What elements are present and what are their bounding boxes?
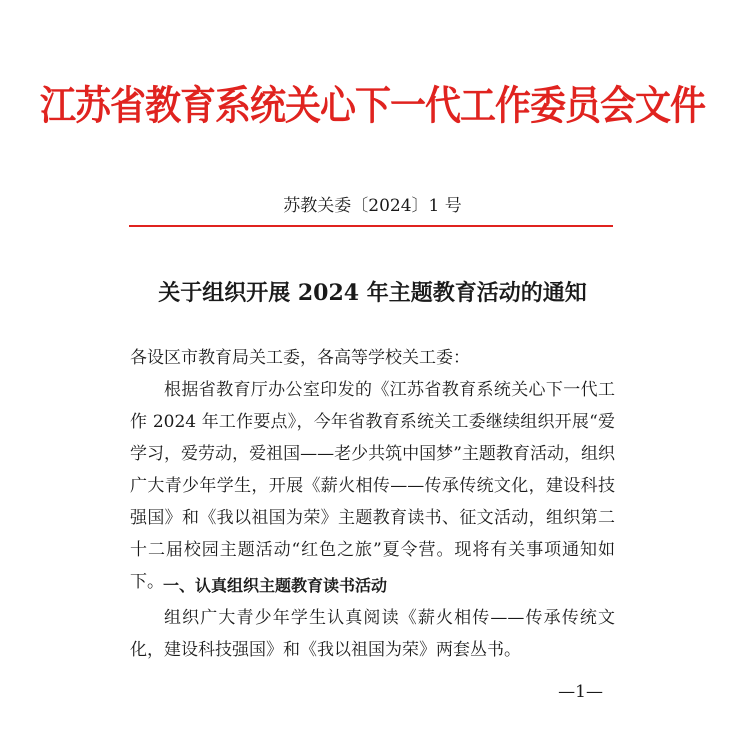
- body-paragraph-1: 根据省教育厅办公室印发的《江苏省教育系统关心下一代工作 2024 年工作要点》，今年省教育系统关工委继续组织开展“爱学习，爱劳动，爱祖国——老少共筑中国梦”主题教育活动，组织广大青少年学生，开展《薪火相传——传承传统文化，建设科技强国》和《我以祖国为荣》主题教育读书、征文活动，组织第二十二届校园主题活动“红色之旅”夏令营。现将有关事项通知如下。: [130, 380, 615, 592]
- document-header-title: 江苏省教育系统关心下一代工作委员会文件: [39, 83, 705, 129]
- page-number: —1—: [558, 682, 603, 702]
- notice-title: 关于组织开展 2024 年主题教育活动的通知: [158, 280, 587, 306]
- section-heading-1: 一、认真组织主题教育读书活动: [163, 576, 388, 595]
- red-divider-line: [129, 225, 613, 227]
- body-paragraph-2: 组织广大青少年学生认真阅读《薪火相传——传承传统文化，建设科技强国》和《我以祖国为荣》两套丛书。: [130, 608, 615, 660]
- salutation: 各设区市教育局关工委，各高等学校关工委：: [130, 348, 470, 368]
- document-number: 苏教关委〔2024〕1 号: [283, 196, 462, 216]
